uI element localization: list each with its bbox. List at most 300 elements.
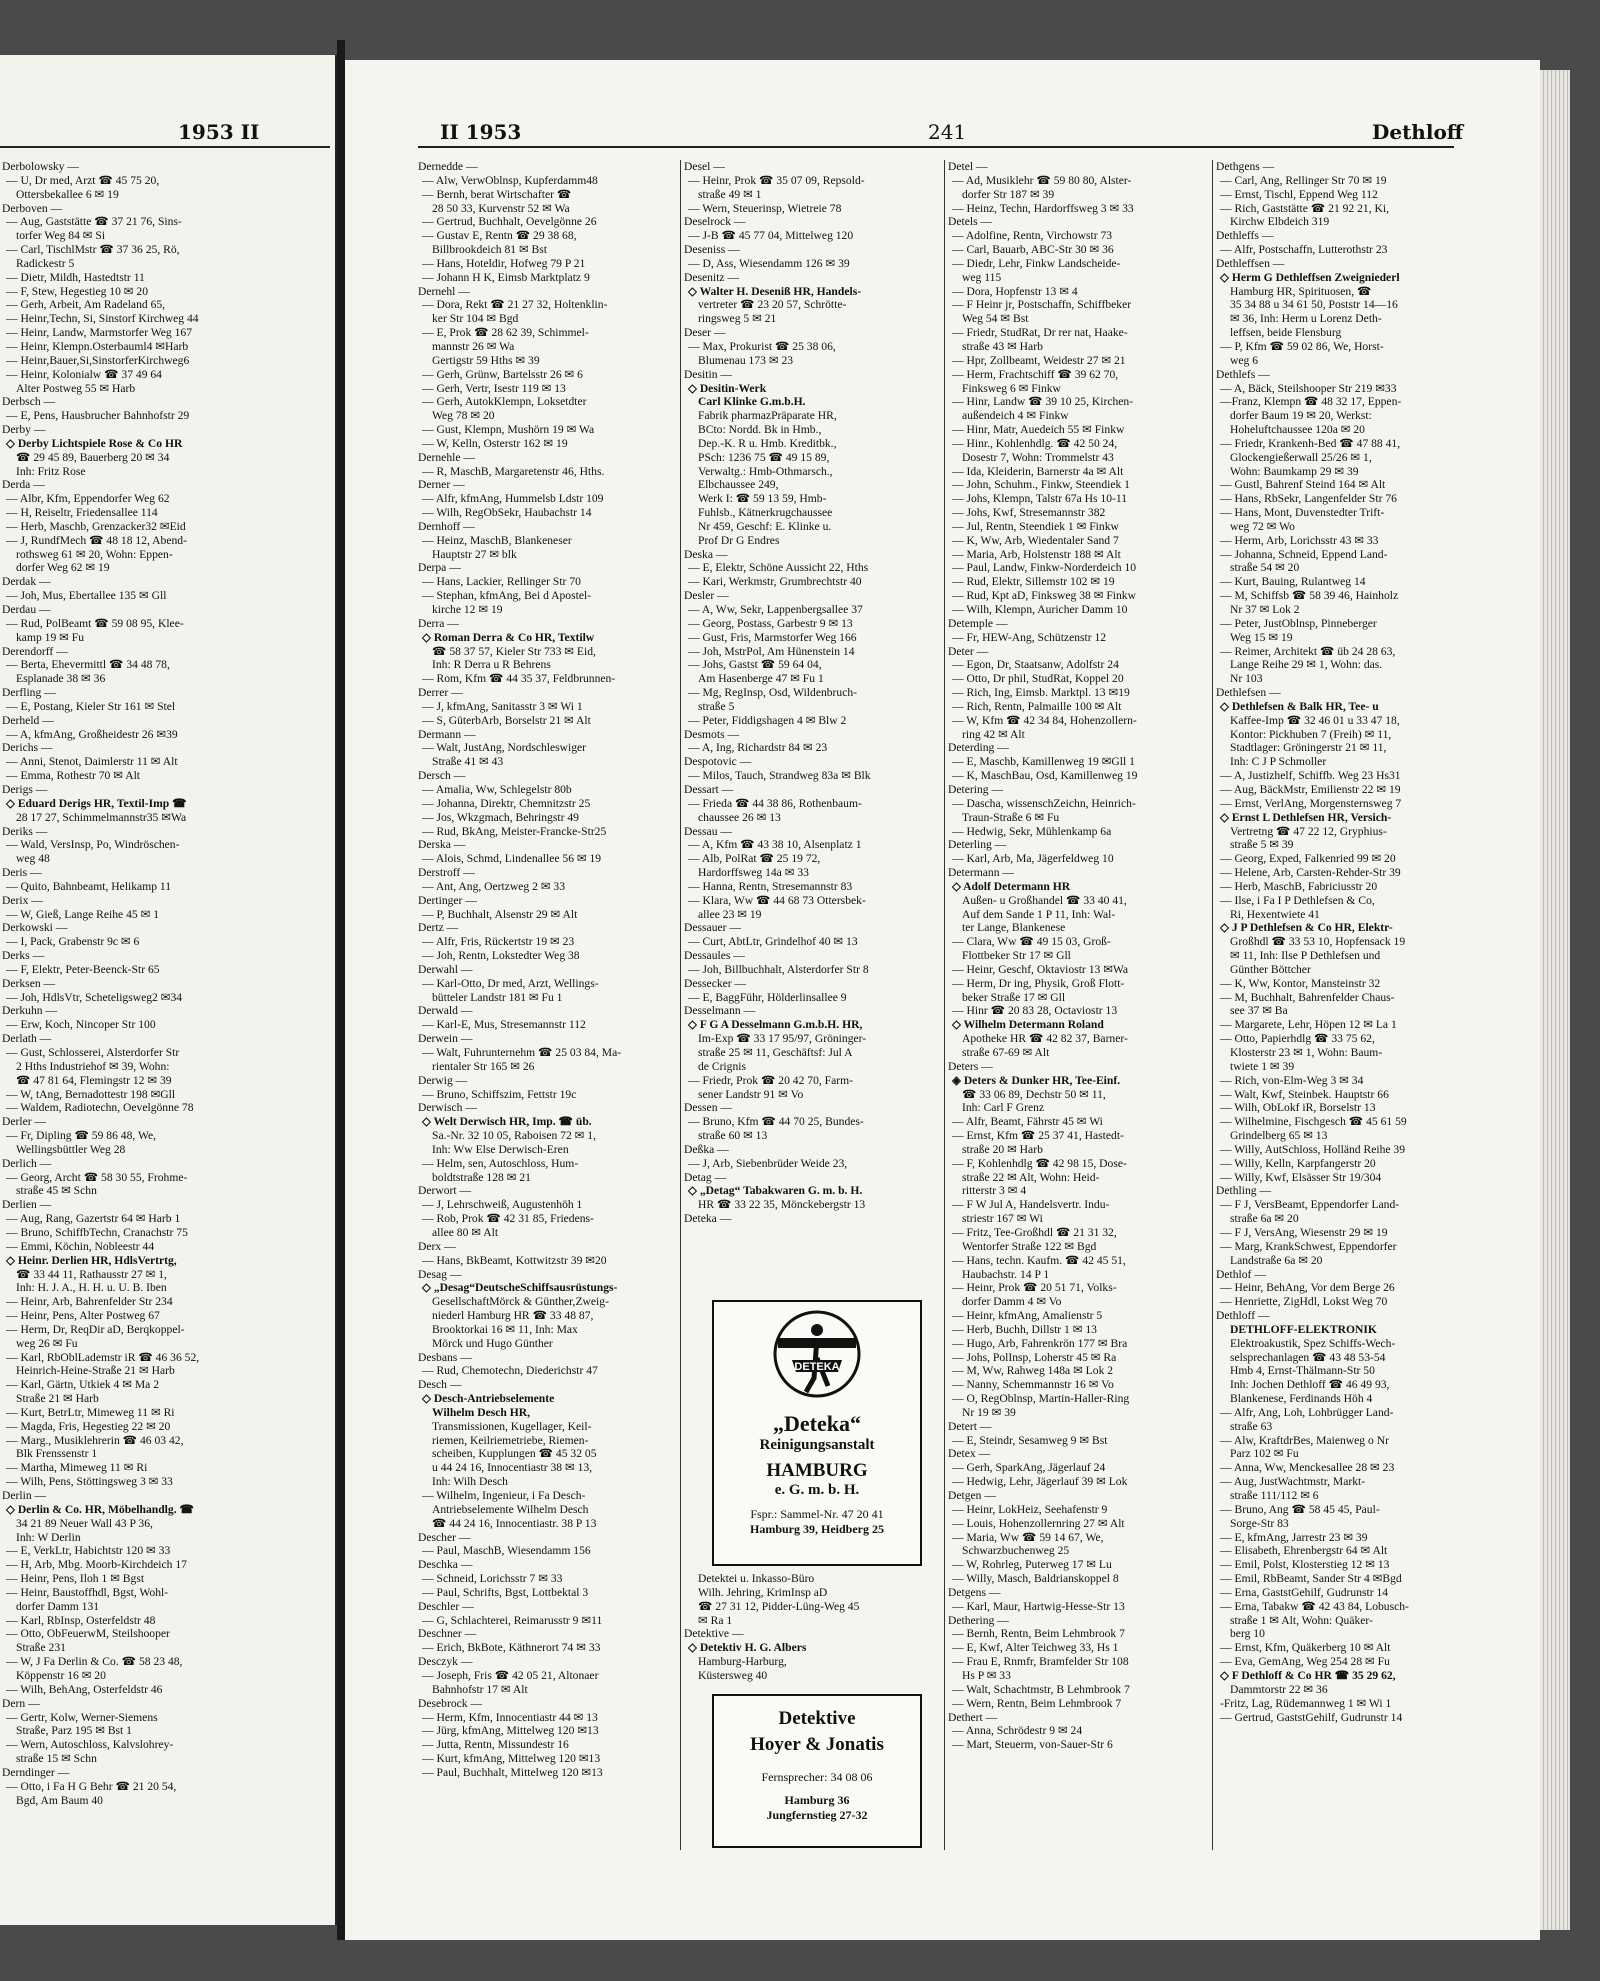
directory-entry-line: — Heinr,Techn, Si, Sinstorf Kirchweg 44 xyxy=(6,312,199,326)
directory-entry-line: Dernedde — xyxy=(418,160,478,173)
directory-entry-line: Inh: Carl F Grenz xyxy=(962,1101,1045,1115)
directory-entry-line: Dertinger — xyxy=(418,893,477,907)
directory-entry-line: — Peter, Fiddigshagen 4 ✉ Blw 2 xyxy=(688,713,847,727)
directory-entry-line: — Diedr, Lehr, Finkw Landscheide- xyxy=(952,256,1121,270)
directory-entry-line: — Joh, HdlsVtr, Scheteligsweg2 ✉34 xyxy=(6,990,183,1004)
directory-entry-line: — Elisabeth, Ehrenbergstr 64 ✉ Alt xyxy=(1220,1544,1388,1558)
directory-entry-line: Grindelberg 65 ✉ 13 xyxy=(1230,1129,1328,1143)
directory-entry-line: Küstersweg 40 xyxy=(698,1668,768,1682)
directory-entry-line: Dethlof — xyxy=(1216,1267,1266,1281)
directory-entry-line: weg 26 ✉ Fu xyxy=(16,1336,78,1350)
directory-entry-line: ◇ Dethlefsen & Balk HR, Tee- u xyxy=(1220,699,1379,713)
directory-entry-line: — J, kfmAng, Sanitasstr 3 ✉ Wi 1 xyxy=(422,699,583,713)
directory-entry-line: — A, kfmAng, Großheidestr 26 ✉39 xyxy=(6,727,178,741)
directory-entry-line: Derlien — xyxy=(2,1198,52,1212)
directory-entry-line: ringsweg 5 ✉ 21 xyxy=(698,312,777,326)
directory-entry-line: — F J, VersBeamt, Eppendorfer Land- xyxy=(1220,1198,1400,1212)
directory-entry-line: — Reimer, Architekt ☎ üb 24 28 63, xyxy=(1220,644,1396,658)
directory-entry-line: kamp 19 ✉ Fu xyxy=(16,630,85,644)
directory-entry-line: — Curt, AbtLtr, Grindelhof 40 ✉ 13 xyxy=(688,935,858,949)
directory-entry-line: Blumenau 173 ✉ 23 xyxy=(698,353,794,367)
directory-entry-line: — J, Arb, Siebenbrüder Weide 23, xyxy=(688,1156,848,1170)
directory-entry-line: — Erna, Tabakw ☎ 42 43 84, Lobusch- xyxy=(1220,1599,1409,1613)
directory-entry-line: Derbolowsky — xyxy=(2,160,79,173)
directory-entry-line: — Margarete, Lehr, Höpen 12 ✉ La 1 xyxy=(1220,1018,1397,1032)
directory-entry-line: ☎ 29 45 89, Bauerberg 20 ✉ 34 xyxy=(16,450,170,464)
directory-entry-line: Transmissionen, Kugellager, Keil- xyxy=(432,1419,592,1433)
directory-entry-line: Fuhlsb., Kätnerkrugchaussee xyxy=(698,506,833,520)
directory-entry-line: straße 111/112 ✉ 6 xyxy=(1230,1489,1319,1502)
directory-entry-line: — Hedwig, Sekr, Mühlenkamp 6a xyxy=(952,824,1112,838)
directory-entry-line: — Hinr ☎ 20 83 28, Octaviostr 13 xyxy=(952,1004,1118,1018)
directory-entry-line: — Clara, Ww ☎ 49 15 03, Groß- xyxy=(952,935,1111,949)
directory-entry-line: — Hans, Lackier, Rellinger Str 70 xyxy=(422,575,581,589)
directory-entry-line: u 44 24 16, Innocentiastr 38 ✉ 13, xyxy=(432,1461,593,1475)
directory-entry-line: allee 23 ✉ 19 xyxy=(698,907,762,921)
deteka-advertisement xyxy=(712,1300,922,1566)
directory-entry-line: Inh: C J P Schmoller xyxy=(1230,755,1327,769)
directory-entry-line: ◇ Detektiv H. G. Albers xyxy=(688,1641,807,1655)
directory-entry-line: Hauptstr 27 ✉ blk xyxy=(432,547,517,561)
directory-entry-line: straße 5 xyxy=(698,699,735,713)
directory-entry-line: Inh: W Derlin xyxy=(16,1530,81,1544)
directory-entry-line: — Wern, Steuerinsp, Wietreie 78 xyxy=(688,201,842,215)
directory-entry-line: — Bernh, berat Wirtschafter ☎ xyxy=(422,187,572,201)
directory-entry-line: — Hans, Hoteldir, Hofweg 79 P 21 xyxy=(422,256,586,270)
directory-entry-line: — Joh, Rentn, Lokstedter Weg 38 xyxy=(422,949,580,963)
directory-column-3 xyxy=(948,160,1206,1860)
directory-entry-line: Derwein — xyxy=(418,1032,473,1046)
directory-entry-line: de Crignis xyxy=(698,1059,746,1073)
directory-entry-line: weg 48 xyxy=(16,852,50,866)
directory-entry-line: — Ernst, VerlAng, Morgensternsweg 7 xyxy=(1220,796,1402,810)
directory-entry-line: Inh: H. J. A., H. H. u. U. B. Iben xyxy=(16,1281,167,1295)
directory-entry-line: Deters — xyxy=(948,1059,993,1073)
directory-entry-line: Ottersbekallee 6 ✉ 19 xyxy=(16,187,119,201)
directory-entry-line: vertreter ☎ 23 20 57, Schrötte- xyxy=(698,298,847,312)
directory-entry-line: — Anna, Ww, Menckesallee 28 ✉ 23 xyxy=(1220,1461,1395,1475)
directory-entry-line: — Otto, ObFeuerwM, Steilshooper xyxy=(6,1627,170,1641)
directory-entry-line: — Georg, Archt ☎ 58 30 55, Frohme- xyxy=(6,1170,188,1184)
directory-entry-line: — John, Schuhm., Finkw, Steendiek 1 xyxy=(952,478,1130,492)
directory-entry-line: — E, Kwf, Alter Teichweg 33, Hs 1 xyxy=(952,1641,1119,1655)
directory-entry-line: Fabrik pharmazPräparate HR, xyxy=(698,409,837,423)
directory-entry-line: straße 54 ✉ 20 xyxy=(1230,561,1300,575)
directory-entry-line: Außen- u Großhandel ☎ 33 40 41, xyxy=(962,893,1127,907)
directory-entry-line: Derstroff — xyxy=(418,866,475,880)
directory-entry-line: — Friedr, StudRat, Dr rer nat, Haake- xyxy=(952,326,1128,340)
directory-entry-line: Dep.-K. R u. Hmb. Kreditbk., xyxy=(698,436,837,450)
directory-entry-line: — Max, Prokurist ☎ 25 38 06, xyxy=(688,339,836,353)
directory-entry-line: Derpa — xyxy=(418,561,461,575)
directory-entry-line: — Johs, Kwf, Stresemannstr 382 xyxy=(952,506,1106,520)
directory-entry-line: — Willy, Masch, Baldrianskoppel 8 xyxy=(952,1572,1119,1586)
directory-entry-line: Sa.-Nr. 32 10 05, Raboisen 72 ✉ 1, xyxy=(432,1129,596,1143)
directory-entry-line: Deselrock — xyxy=(684,215,746,229)
directory-entry-line: Dethgens — xyxy=(1216,160,1275,173)
directory-entry-line: Weg 78 ✉ 20 xyxy=(432,409,495,423)
directory-entry-line: — Gust, Fris, Marmstorfer Weg 166 xyxy=(688,630,857,644)
directory-entry-line: Ri, Hexentwiete 41 xyxy=(1230,907,1320,921)
directory-entry-line: Elbchaussee 249, xyxy=(698,478,779,492)
directory-entry-line: Inh: Jochen Dethloff ☎ 46 49 93, xyxy=(1230,1378,1390,1392)
directory-entry-line: — Dietr, Mildh, Hastedtstr 11 xyxy=(6,270,145,284)
directory-entry-line: straße 20 ✉ Harb xyxy=(962,1142,1043,1156)
directory-entry-line: straße 15 ✉ Schn xyxy=(16,1752,97,1766)
directory-entry-line: Derlin — xyxy=(2,1489,47,1502)
directory-entry-line: — Alfr, Fris, Rückertstr 19 ✉ 23 xyxy=(422,935,575,949)
directory-entry-line: Detels — xyxy=(948,215,993,229)
deteka-phone: Fspr.: Sammel-Nr. 47 20 41 xyxy=(750,1507,884,1521)
directory-entry-line: Desczyk — xyxy=(418,1655,473,1669)
directory-entry-line: außendeich 4 ✉ Finkw xyxy=(962,409,1069,423)
directory-entry-line: ◇ F G A Desselmann G.m.b.H. HR, xyxy=(688,1018,863,1032)
directory-entry-line: Straße 21 ✉ Harb xyxy=(16,1392,99,1406)
directory-entry-line: Deter — xyxy=(948,644,989,658)
directory-entry-line: Dessen — xyxy=(684,1101,732,1115)
directory-entry-line: — K, MaschBau, Osd, Kamillenweg 19 xyxy=(952,769,1138,783)
directory-entry-line: Prof Dr G Endres xyxy=(698,533,780,547)
directory-entry-line: — Alfr, Ang, Loh, Lohbrügger Land- xyxy=(1220,1405,1394,1419)
directory-entry-line: — J, RundfMech ☎ 48 18 12, Abend- xyxy=(6,533,187,547)
directory-entry-line: PSch: 1236 75 ☎ 49 15 89, xyxy=(698,450,830,464)
directory-entry-line: — Karl, Arb, Ma, Jägerfeldweg 10 xyxy=(952,852,1114,866)
directory-entry-line: ◇ F Dethloff & Co HR ☎ 35 29 62, xyxy=(1220,1668,1396,1682)
directory-entry-line: — Otto, i Fa H G Behr ☎ 21 20 54, xyxy=(6,1779,177,1793)
directory-entry-line: — Wern, Autoschloss, Kalvslohrey- xyxy=(6,1738,174,1752)
directory-entry-line: Desbans — xyxy=(418,1350,472,1364)
directory-entry-line: Derda — xyxy=(2,478,45,492)
directory-entry-line: Desel — xyxy=(684,160,725,173)
directory-entry-line: Traun-Straße 6 ✉ Fu xyxy=(962,810,1060,824)
directory-entry-line: — Erna, GaststGehilf, Gudrunstr 14 xyxy=(1220,1585,1389,1599)
directory-entry-line: Haubachstr. 14 P 1 xyxy=(962,1267,1050,1281)
directory-entry-line: Wellingsbüttler Weg 28 xyxy=(16,1142,126,1156)
directory-entry-line: — Hinr, Landw ☎ 39 10 25, Kirchen- xyxy=(952,395,1134,409)
directory-entry-line: Dessecker — xyxy=(684,976,747,990)
directory-entry-line: 35 34 88 u 34 61 50, Poststr 14—16 xyxy=(1230,298,1398,312)
directory-entry-line: Parz 102 ✉ Fu xyxy=(1230,1447,1299,1461)
directory-entry-line: beker Straße 17 ✉ Gll xyxy=(962,990,1066,1004)
directory-entry-line: Desch — xyxy=(418,1378,462,1392)
directory-entry-line: straße 49 ✉ 1 xyxy=(698,187,762,201)
directory-entry-line: Im-Exp ☎ 33 17 95/97, Gröninger- xyxy=(698,1032,867,1046)
directory-entry-line: — W, Rohrleg, Puterweg 17 ✉ Lu xyxy=(952,1558,1112,1572)
directory-entry-line: Derbsch — xyxy=(2,395,56,409)
directory-entry-line: ☎ 58 37 57, Kieler Str 733 ✉ Eid, xyxy=(432,644,596,658)
directory-entry-line: Billbrookdeich 81 ✉ Bst xyxy=(432,243,548,257)
directory-entry-line: — M, Schiffsb ☎ 58 39 46, Hainholz xyxy=(1220,589,1399,603)
directory-entry-line: — Ad, Musiklehr ☎ 59 80 80, Alster- xyxy=(952,173,1132,187)
directory-entry-line: Dernehle — xyxy=(418,450,475,464)
directory-entry-line: — E, Steindr, Sesamweg 9 ✉ Bst xyxy=(952,1433,1108,1447)
directory-entry-line: — Herm, Dr, ReqDir aD, Berqkoppel- xyxy=(6,1322,185,1336)
directory-entry-line: — Johanna, Schneid, Eppend Land- xyxy=(1220,547,1388,561)
directory-entry-line: — Rob, Prok ☎ 42 31 85, Friedens- xyxy=(422,1212,594,1226)
left-page-column xyxy=(2,160,328,1860)
detektive-phone: Fernsprecher: 34 08 06 xyxy=(761,1770,873,1784)
deteka-logo-text: DETEKA xyxy=(794,1361,840,1373)
directory-entry-line: BCto: Nordd. Bk in Hmb., xyxy=(698,423,822,437)
directory-entry-line: — Helene, Arb, Carsten-Rehder-Str 39 xyxy=(1220,866,1401,880)
directory-entry-line: straße 67-69 ✉ Alt xyxy=(962,1046,1050,1059)
directory-entry-line: Derrer — xyxy=(418,686,463,700)
directory-entry-line: — E, Elektr, Schöne Aussicht 22, Hths xyxy=(688,561,869,575)
directory-entry-line: — Frau E, Rnmfr, Bramfelder Str 108 xyxy=(952,1655,1129,1669)
directory-entry-line: Derler — xyxy=(2,1115,47,1129)
directory-entry-line: Dermann — xyxy=(418,727,476,741)
directory-entry-line: — Wilh, Pens, Stöttingsweg 3 ✉ 33 xyxy=(6,1475,173,1489)
directory-entry-line: — Milos, Tauch, Strandweg 83a ✉ Blk xyxy=(688,769,871,783)
directory-entry-line: — Jürg, kfmAng, Mittelweg 120 ✉13 xyxy=(422,1724,599,1738)
directory-entry-line: Detgens — xyxy=(948,1585,1001,1599)
directory-entry-line: riemen, Keilriemetriebe, Riemen- xyxy=(432,1433,589,1447)
directory-entry-line: Derichs — xyxy=(2,741,53,755)
directory-entry-line: — Joh, Mus, Ebertallee 135 ✉ Gll xyxy=(6,589,167,603)
directory-entry-line: — W, Kfm ☎ 42 34 84, Hohenzollern- xyxy=(952,713,1137,727)
directory-entry-line: Derksen — xyxy=(2,976,56,990)
directory-entry-line: Nr 37 ✉ Lok 2 xyxy=(1230,603,1300,616)
directory-entry-line: — Rich, Ing, Eimsb. Marktpl. 13 ✉19 xyxy=(952,686,1130,700)
directory-entry-line: Sorge-Str 83 xyxy=(1230,1516,1289,1530)
directory-entry-line: — Alfr, Beamt, Fährstr 45 ✉ Wi xyxy=(952,1115,1103,1129)
directory-entry-line: ☎ 27 31 12, Pidder-Lüng-Weg 45 xyxy=(698,1599,860,1613)
directory-entry-line: Desselmann — xyxy=(684,1004,756,1018)
directory-entry-line: Heinrich-Heine-Straße 21 ✉ Harb xyxy=(16,1364,175,1378)
directory-entry-line: striestr 167 ✉ Wi xyxy=(962,1212,1043,1226)
directory-entry-line: — Heinr, kfmAng, Amalienstr 5 xyxy=(952,1309,1103,1323)
directory-entry-line: Dessauer — xyxy=(684,921,741,935)
directory-entry-line: — Joh, Billbuchhalt, Alsterdorfer Str 8 xyxy=(688,962,869,976)
directory-entry-line: — E, Postang, Kieler Str 161 ✉ Stel xyxy=(6,699,176,713)
directory-entry-line: — E, kfmAng, Jarrestr 23 ✉ 39 xyxy=(1220,1530,1368,1544)
directory-entry-line: — Alw, KraftdrBes, Maienweg o Nr xyxy=(1220,1433,1389,1447)
directory-entry-line: Straße 231 xyxy=(16,1641,66,1655)
directory-entry-line: — J, Lehrschweiß, Augustenhöh 1 xyxy=(422,1198,583,1212)
directory-entry-line: ker Str 104 ✉ Bgd xyxy=(432,312,519,326)
directory-entry-line: —Franz, Klempn ☎ 48 32 17, Eppen- xyxy=(1220,395,1402,409)
directory-entry-line: Deterling — xyxy=(948,838,1007,852)
directory-entry-line: Wentorfer Straße 122 ✉ Bgd xyxy=(962,1239,1097,1253)
directory-entry-line: — Herm, Kfm, Innocentiastr 44 ✉ 13 xyxy=(422,1710,598,1724)
directory-entry-line: Hardorffsweg 14a ✉ 33 xyxy=(698,866,809,880)
directory-entry-line: — Nanny, Schemmannstr 16 ✉ Vo xyxy=(952,1378,1114,1392)
directory-entry-line: Inh: Ww Else Derwisch-Eren xyxy=(432,1142,569,1156)
directory-entry-line: — Paul, MaschB, Wiesendamm 156 xyxy=(422,1544,591,1558)
directory-entry-line: — Klara, Ww ☎ 44 68 73 Ottersbek- xyxy=(688,893,866,907)
directory-entry-line: Finksweg 6 ✉ Finkw xyxy=(962,381,1061,395)
directory-entry-line: — Martha, Mimeweg 11 ✉ Ri xyxy=(6,1461,148,1475)
directory-entry-line: Dethloff — xyxy=(1216,1309,1270,1323)
directory-entry-line: straße 22 ✉ Alt, Wohn: Heid- xyxy=(962,1170,1100,1184)
directory-entry-line: Köppenstr 16 ✉ 20 xyxy=(16,1668,106,1682)
directory-entry-line: — W, Gieß, Lange Reihe 45 ✉ 1 xyxy=(6,907,159,921)
directory-entry-line: Dertz — xyxy=(418,921,459,935)
directory-entry-line: Dethert — xyxy=(948,1710,998,1724)
directory-entry-line: Desag — xyxy=(418,1267,462,1281)
directory-entry-line: Weg 15 ✉ 19 xyxy=(1230,630,1293,644)
directory-entry-line: — Kurt, BetrLtr, Mimeweg 11 ✉ Ri xyxy=(6,1405,175,1419)
directory-entry-line: — W, tAng, Bernadottestr 198 ✉Gll xyxy=(6,1087,176,1101)
directory-entry-line: — Jul, Rentn, Steendiek 1 ✉ Finkw xyxy=(952,519,1119,533)
directory-entry-line: Dessaules — xyxy=(684,949,745,963)
directory-entry-line: — Joh, MstrPol, Am Hünenstein 14 xyxy=(688,644,855,658)
directory-entry-line: Desler — xyxy=(684,589,729,603)
directory-entry-line: Derfling — xyxy=(2,686,56,700)
directory-entry-line: Detag — xyxy=(684,1170,727,1184)
directory-entry-line: — Gerh, Vertr, Isestr 119 ✉ 13 xyxy=(422,381,566,395)
directory-entry-line: — Gerh, SparkAng, Jägerlauf 24 xyxy=(952,1461,1106,1475)
directory-entry-line: — Adolfine, Rentn, Virchowstr 73 xyxy=(952,229,1113,243)
directory-entry-line: Bahnhofstr 17 ✉ Alt xyxy=(432,1682,528,1696)
directory-entry-line: — Friedr, Prok ☎ 20 42 70, Farm- xyxy=(688,1073,854,1087)
directory-entry-line: Derra — xyxy=(418,616,459,630)
directory-entry-line: — Eva, GemAng, Weg 254 28 ✉ Fu xyxy=(1220,1655,1390,1669)
directory-entry-line: torfer Weg 84 ✉ Si xyxy=(16,229,106,243)
directory-entry-line: — Egon, Dr, Staatsanw, Adolfstr 24 xyxy=(952,658,1119,672)
directory-entry-line: — Carl, Ang, Rellinger Str 70 ✉ 19 xyxy=(1220,173,1387,187)
directory-entry-line: DETHLOFF-ELEKTRONIK xyxy=(1230,1322,1377,1336)
directory-entry-line: — Dora, Rekt ☎ 21 27 32, Holtenklin- xyxy=(422,298,608,312)
directory-entry-line: straße 6a ✉ 20 xyxy=(1230,1212,1299,1226)
directory-entry-line: Detemple — xyxy=(948,616,1008,630)
directory-entry-line: — Aug, Rang, Gazertstr 64 ✉ Harb 1 xyxy=(6,1212,181,1226)
directory-entry-line: — Hans, Mont, Duvenstedter Trift- xyxy=(1220,506,1385,520)
directory-entry-line: — Ilse, i Fa I P Dethlefsen & Co, xyxy=(1220,893,1375,907)
directory-entry-line: kirche 12 ✉ 19 xyxy=(432,603,503,616)
directory-entry-line: ◇ Walter H. Deseniß HR, Handels- xyxy=(688,284,862,298)
directory-entry-line: — Helm, sen, Autoschloss, Hum- xyxy=(422,1156,579,1170)
directory-entry-line: — F W Jul A, Handelsvertr. Indu- xyxy=(952,1198,1110,1212)
directory-entry-line: Verwaltg.: Hmb-Othmarsch., xyxy=(698,464,833,478)
directory-entry-line: Deschner — xyxy=(418,1627,477,1641)
directory-entry-line: — Johs, Gastst ☎ 59 64 04, xyxy=(688,658,822,672)
directory-entry-line: — Jos, Wkzgmach, Behringstr 49 xyxy=(422,810,579,824)
directory-entry-line: — Heinr, Klempn.Osterbauml4 ✉Harb xyxy=(6,339,189,353)
directory-entry-line: — E, VerkLtr, Habichtstr 120 ✉ 33 xyxy=(6,1544,171,1558)
directory-entry-line: ✉ 11, Inh: Ilse P Dethlefsen und xyxy=(1230,949,1381,963)
directory-entry-line: Detel — xyxy=(948,160,988,173)
directory-entry-line: Derlath — xyxy=(2,1032,52,1046)
directory-entry-line: Kirchw Elbdeich 319 xyxy=(1230,215,1330,229)
directory-entry-line: — Wilhelm, Ingenieur, i Fa Desch- xyxy=(422,1489,586,1502)
directory-entry-line: Detering — xyxy=(948,782,1004,796)
directory-entry-line: Mörck und Hugo Günther xyxy=(432,1336,553,1350)
directory-entry-line: Landstraße 6a ✉ 20 xyxy=(1230,1253,1323,1267)
directory-entry-line: Desebrock — xyxy=(418,1696,483,1710)
directory-entry-line: — Heinr, LokHeiz, Seehafenstr 9 xyxy=(952,1502,1108,1516)
directory-entry-line: — Herb, Buchh, Dillstr 1 ✉ 13 xyxy=(952,1322,1097,1336)
directory-entry-line: — Waldem, Radiotechn, Oevelgönne 78 xyxy=(6,1101,194,1115)
directory-entry-line: — Carl, Bauarb, ABC-Str 30 ✉ 36 xyxy=(952,243,1114,257)
directory-entry-line: ◇ Roman Derra & Co HR, Textilw xyxy=(422,630,595,644)
directory-entry-line: twiete 1 ✉ 39 xyxy=(1230,1059,1295,1073)
directory-entry-line: Descher — xyxy=(418,1530,471,1544)
detektive-advertisement xyxy=(712,1694,922,1848)
directory-entry-line: Hamburg HR, Spirituosen, ☎ xyxy=(1230,284,1372,298)
directory-entry-line: Derner — xyxy=(418,478,465,492)
directory-entry-line: — R, MaschB, Margaretenstr 46, Hths. xyxy=(422,464,605,478)
directory-entry-line: Dessart — xyxy=(684,782,734,796)
left-head-rule xyxy=(0,146,330,148)
directory-entry-line: — K, Ww, Kontor, Mansteinstr 32 xyxy=(1220,976,1381,990)
directory-entry-line: — Alb, PolRat ☎ 25 19 72, xyxy=(688,852,821,866)
directory-entry-line: — Amalia, Ww, Schlegelstr 80b xyxy=(422,782,572,796)
directory-entry-line: Apotheke HR ☎ 42 82 37, Barner- xyxy=(962,1032,1128,1046)
directory-entry-line: — Georg, Postass, Garbestr 9 ✉ 13 xyxy=(688,616,853,630)
directory-entry-line: Straße, Parz 195 ✉ Bst 1 xyxy=(16,1724,132,1738)
directory-entry-line: Dethleffsen — xyxy=(1216,256,1285,270)
directory-entry-line: Stadtlager: Gröningerstr 21 ✉ 11, xyxy=(1230,741,1387,755)
directory-entry-line: — P, Buchhalt, Alsenstr 29 ✉ Alt xyxy=(422,907,578,921)
directory-entry-line: — Heinr,Bauer,Si,SinstorferKirchweg6 xyxy=(6,353,190,367)
directory-entry-line: dorfer Str 187 ✉ 39 xyxy=(962,187,1055,201)
directory-entry-line: — Gerh, AutokKlempn, Loksetdter xyxy=(422,395,587,409)
directory-entry-line: — Heinz, Techn, Hardorffsweg 3 ✉ 33 xyxy=(952,201,1134,215)
directory-entry-line: — Hugo, Arb, Fahrenkrön 177 ✉ Bra xyxy=(952,1336,1128,1350)
directory-entry-line: — S, GüterbArb, Borselstr 21 ✉ Alt xyxy=(422,713,591,727)
directory-entry-line: — Heinr, Landw, Marmstorfer Weg 167 xyxy=(6,326,192,340)
directory-entry-line: Blk Frenssenstr 1 xyxy=(16,1447,98,1461)
directory-entry-line: ◇ „Desag“DeutscheSchiffsausrüstungs- xyxy=(422,1281,618,1295)
directory-entry-line: — Karl, Maur, Hartwig-Hesse-Str 13 xyxy=(952,1599,1125,1613)
directory-entry-line: Wilh. Jehring, KrimInsp aD xyxy=(698,1585,828,1599)
directory-entry-line: — Alois, Schmd, Lindenallee 56 ✉ 19 xyxy=(422,852,602,866)
directory-entry-line: — U, Dr med, Arzt ☎ 45 75 20, xyxy=(6,173,160,187)
directory-entry-line: — E, BaggFühr, Hölderlinsallee 9 xyxy=(688,990,847,1004)
directory-entry-line: — F, Stew, Hegestieg 10 ✉ 20 xyxy=(6,284,148,298)
directory-entry-line: — Quito, Bahnbeamt, Helikamp 11 xyxy=(6,879,172,893)
directory-entry-line: — Gertr, Kolw, Werner-Siemens xyxy=(6,1710,158,1724)
directory-entry-line: — Fr, Dipling ☎ 59 86 48, We, xyxy=(6,1129,157,1143)
directory-column-2 xyxy=(684,160,938,1280)
directory-entry-line: — Wilh, Klempn, Auricher Damm 10 xyxy=(952,603,1128,616)
directory-entry-line: Günther Böttcher xyxy=(1230,962,1311,976)
directory-entry-line: Detert — xyxy=(948,1419,992,1433)
directory-entry-line: — A, Bäck, Steilshooper Str 219 ✉33 xyxy=(1220,381,1397,395)
directory-entry-line: Kontor: Pickhuben 7 (Freih) ✉ 11, xyxy=(1230,727,1392,741)
directory-entry-line: Elektroakustik, Spez Schiffs-Wech- xyxy=(1230,1336,1396,1350)
directory-entry-line: boldtstraße 128 ✉ 21 xyxy=(432,1170,531,1184)
column-rule xyxy=(680,160,681,1850)
directory-entry-line: Derheld — xyxy=(2,713,54,727)
directory-entry-line: — Heinr, Prok ☎ 20 51 71, Volks- xyxy=(952,1281,1117,1295)
directory-entry-line: scheiben, Kupplungen ☎ 45 32 05 xyxy=(432,1447,597,1461)
directory-entry-line: Derkowski — xyxy=(2,921,68,935)
directory-entry-line: — Erw, Koch, Nincoper Str 100 xyxy=(6,1018,156,1032)
directory-entry-line: Alter Postweg 55 ✉ Harb xyxy=(16,381,136,395)
directory-entry-line: Nr 459, Geschf: E. Klinke u. xyxy=(698,519,832,533)
deteka-name: „Deteka“ xyxy=(773,1411,861,1436)
book-gutter xyxy=(337,40,345,1940)
directory-entry-line: Hmb 4, Ernst-Thälmann-Str 50 xyxy=(1230,1364,1375,1378)
directory-entry-line: ◇ J P Dethlefsen & Co HR, Elektr- xyxy=(1220,921,1393,935)
directory-column-1 xyxy=(418,160,674,1860)
directory-entry-line: niederl Hamburg HR ☎ 33 48 87, xyxy=(432,1309,594,1323)
directory-entry-line: Dethleffs — xyxy=(1216,229,1274,243)
directory-entry-line: — Johs, Klempn, Talstr 67a Hs 10-11 xyxy=(952,492,1128,506)
directory-entry-line: Detektei u. Inkasso-Büro xyxy=(698,1572,815,1585)
directory-entry-line: Derigs — xyxy=(2,782,48,796)
directory-entry-line: — Heinr, Pens, Alter Postweg 67 xyxy=(6,1309,160,1323)
directory-entry-line: — F, Elektr, Peter-Beenck-Str 65 xyxy=(6,962,160,976)
directory-entry-line: Blankenese, Ferdinands Höh 4 xyxy=(1230,1392,1373,1406)
directory-entry-line: — E, Maschb, Kamillenweg 19 ✉Gll 1 xyxy=(952,755,1135,769)
directory-entry-line: — Willy, AutSchloss, Holländ Reihe 39 xyxy=(1220,1142,1406,1156)
directory-entry-line: — O, RegOblnsp, Martin-Haller-Ring xyxy=(952,1392,1130,1406)
directory-entry-line: — Hanna, Rentn, Stresemannstr 83 xyxy=(688,879,853,893)
directory-entry-line: leffsen, beide Flensburg xyxy=(1230,326,1342,340)
